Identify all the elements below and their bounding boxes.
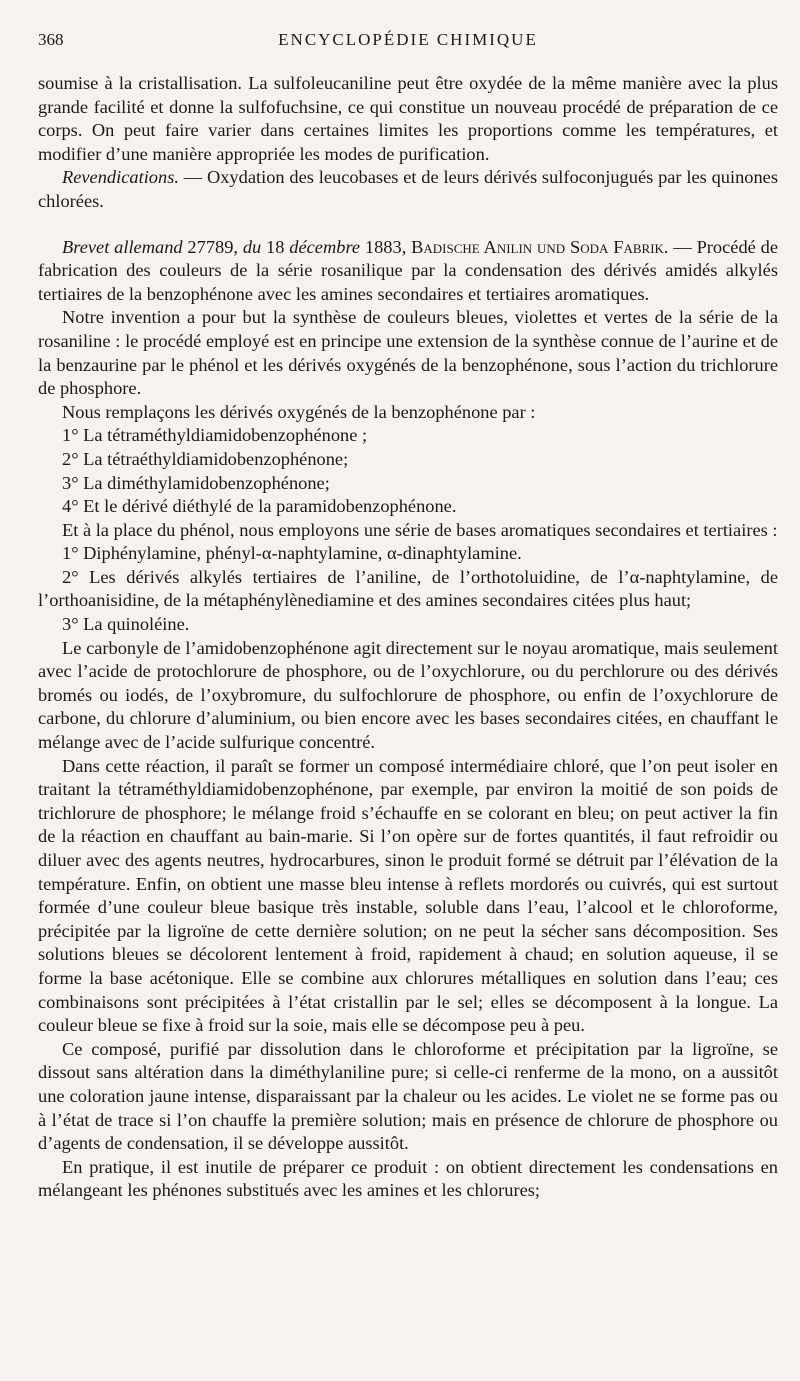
paragraph: Dans cette réaction, il paraît se former un composé intermédiaire chloré, que l’on peut isoler en traitant la tétraméthyldiamidobenzophénone, par exemple, par environ la moitié de son poids de trichlorure de phosphore; le mélange froid s’échauffe en se colorant en bleu; on peut activer la fin de la réaction en chauffant au bain-marie. Si l’on opère sur de fortes quantités, il faut refroidir ou diluer avec des agents neutres, hydrocarbures, sinon le produit formé se détruit par l’élévation de la température. Enfin, on obtient une masse bleu intense à reflets mordorés ou cuivrés, qui est surtout formée d’une couleur bleue basique très instable, soluble dans l’eau, l’alcool et le chloroforme, précipitée par la ligroïne de cette dernière solution; on ne peut la sécher sans décomposition. Ses solutions bleues se décolorent lentement à froid, rapidement à chaud; en solution aqueuse, il se forme la base acétonique. Elle se combine aux chlorures métalliques en solution dans l’eau; ces combinaisons sont précipitées à l’état cristallin par le sel; elles se décomposent à la longue. La couleur bleue se fixe à froid sur la soie, mais elle se décompose peu à peu. bbox=[38, 755, 778, 1036]
paragraph: Et à la place du phénol, nous employons une série de bases aromatiques secondaires et tertiaires : bbox=[62, 519, 778, 540]
list-item: 3° La quinoléine. bbox=[62, 614, 190, 635]
paragraph: En pratique, il est inutile de préparer ce produit : on obtient directement les condensations en mélangeant les phénones substitués avec les amines et les chlorures; bbox=[38, 1156, 778, 1201]
running-title: ENCYCLOPÉDIE CHIMIQUE bbox=[278, 30, 538, 49]
patent-heading bbox=[38, 236, 778, 307]
list-item: 2° La tétraéthyldiamidobenzophénone; bbox=[62, 448, 349, 469]
list-item: 3° La diméthylamidobenzophénone; bbox=[62, 472, 330, 493]
patent-year: 1883, bbox=[360, 236, 412, 257]
page-number: 368 bbox=[38, 30, 64, 49]
claims-label: Revendications. bbox=[62, 167, 179, 188]
paragraph: Notre invention a pour but la synthèse de couleurs bleues, violettes et vertes de la série de la rosaniline : le procédé employé est en principe une extension de la synthèse connue de l’aurine et de la benzaurine par le phénol et les dérivés oxygénés de la benzophénone, sous l’action du trichlorure de phosphore. bbox=[38, 307, 778, 399]
list-item: 4° Et le dérivé diéthylé de la paramidobenzophénone. bbox=[62, 496, 457, 517]
page-header bbox=[38, 30, 778, 54]
paragraph: Nous remplaçons les dérivés oxygénés de la benzophénone par : bbox=[62, 401, 536, 422]
patent-company: Badische Anilin und Soda Fabrik. bbox=[411, 236, 669, 257]
paragraph: Ce composé, purifié par dissolution dans le chloroforme et précipitation par la ligroïne, se dissout sans altération dans la diméthylaniline pure; si celle-ci renferme de la mono, on a aussitôt une coloration jaune intense, disparaissant par la chaleur ou les acides. Le violet ne se forme pas ou à l’état de trace si l’on chauffe la première solution; mais en présence de chlorure de phosphore ou d’agents de condensation, il se développe aussitôt. bbox=[38, 1038, 778, 1154]
paragraph: Le carbonyle de l’amidobenzophénone agit directement sur le noyau aromatique, mais seulement avec l’acide de protochlorure de phosphore, ou de l’oxychlorure, ou du perchlorure ou des dérivés bromés ou iodés, de l’oxybromure, du sulfochlorure de phosphore, ou enfin de l’oxychlorure de carbone, du chlorure d’aluminium, ou bien encore avec les bases secondaires citées, en chauffant le mélange avec de l’acide sulfurique concentré. bbox=[38, 637, 778, 753]
patent-month: décembre bbox=[289, 236, 361, 257]
paragraph bbox=[38, 166, 778, 213]
patent-du: du bbox=[242, 236, 262, 257]
body-text bbox=[38, 72, 778, 1203]
patent-number: 27789, bbox=[182, 236, 243, 257]
list-item: 2° Les dérivés alkylés tertiaires de l’aniline, de l’orthotoluidine, de l’α-naphtylamine, de l’orthoanisidine, de la métaphénylènediamine et des amines secondaires citées plus haut; bbox=[38, 566, 778, 611]
list-item: 1° Diphénylamine, phényl-α-naphtylamine, α-dinaphtylamine. bbox=[62, 543, 522, 564]
paragraph: soumise à la cristallisation. La sulfoleucaniline peut être oxydée de la même manière avec la plus grande facilité et donne la sulfofuchsine, ce qui constitue un nouveau procédé de préparation de ce corps. On peut faire varier dans certaines limites les proportions comme les températures, et modifier d’une manière appropriée les modes de purification. bbox=[38, 73, 778, 164]
claims-text: — Oxydation des leucobases et de leurs dérivés sulfoconjugués par les quinones chlorées. bbox=[38, 167, 778, 211]
patent-day: 18 bbox=[261, 236, 290, 257]
patent-label: Brevet allemand bbox=[62, 236, 183, 257]
patent-description: — Procédé de fabrication des couleurs de la série rosanilique par la condensation des dérivés amidés alkylés tertiaires de la benzophénone avec les amines secondaires et tertiaires aromatiques. bbox=[38, 236, 779, 304]
list-item: 1° La tétraméthyldiamidobenzophénone ; bbox=[62, 425, 368, 446]
